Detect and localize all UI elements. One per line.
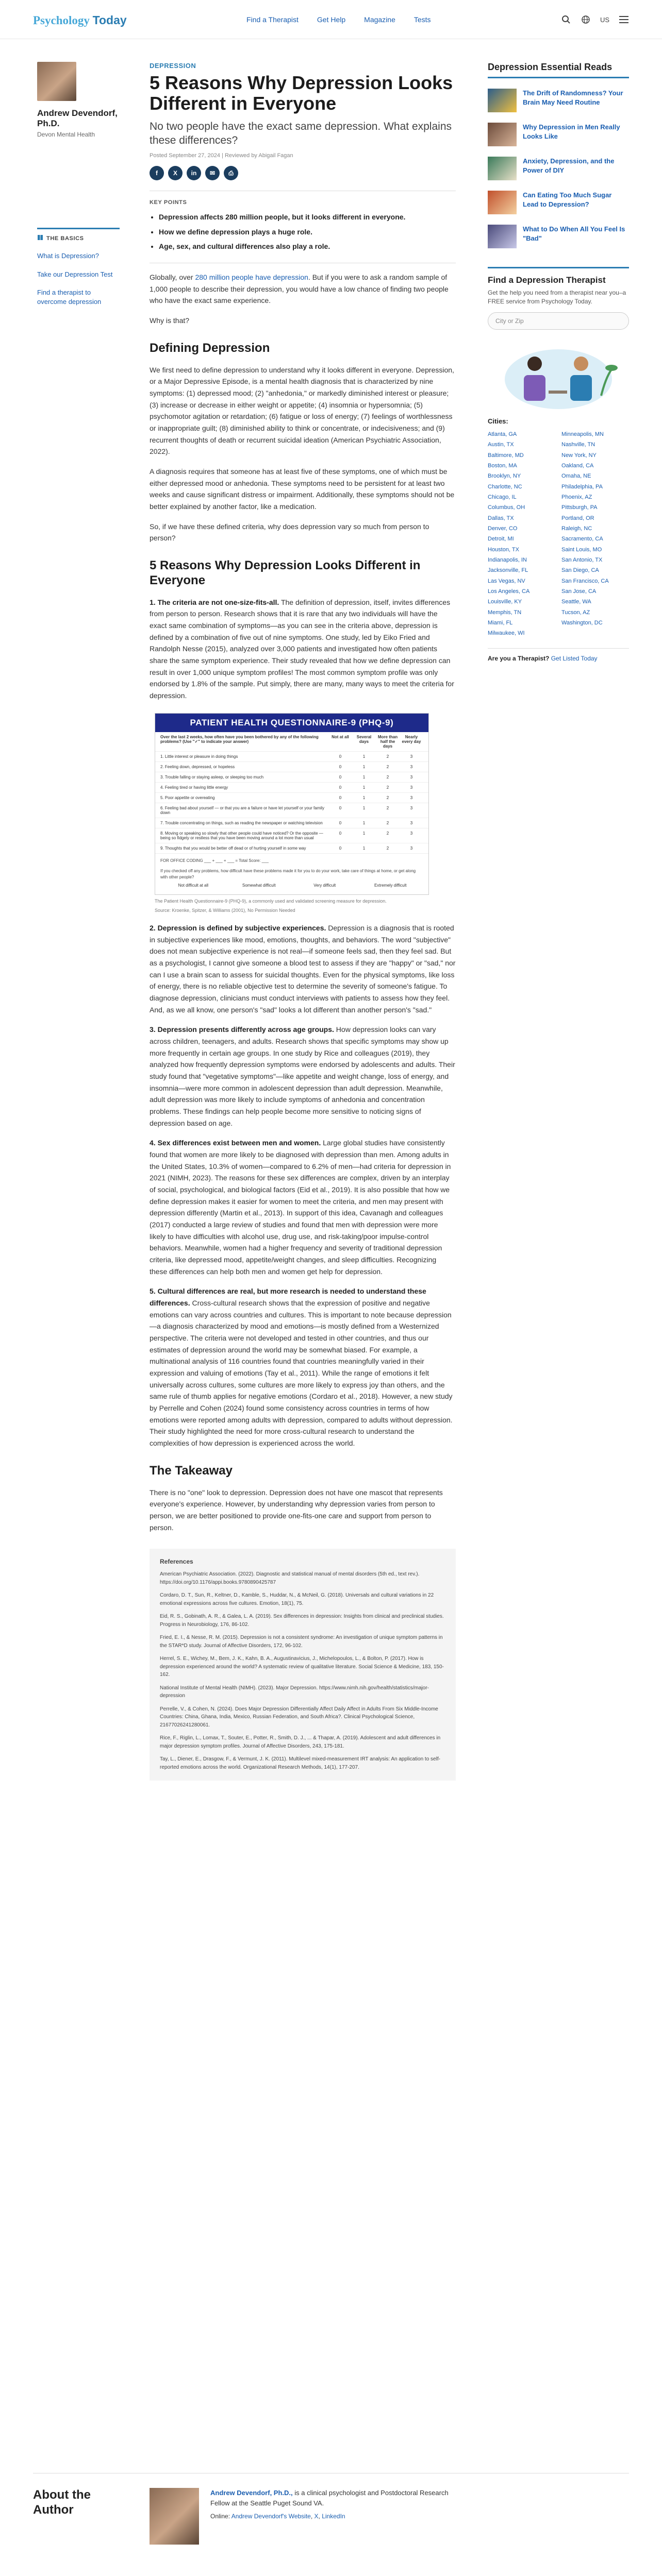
figure-source: Source: Kroenke, Spitzer, & Williams (2001), No Permission Needed <box>155 908 295 913</box>
article <box>150 62 456 1781</box>
phq9-item-row: 9. Thoughts that you would be better off dead or of hurting yourself in some way 0 1 2 3 <box>155 843 428 854</box>
author-avatar[interactable] <box>37 62 76 101</box>
phq9-score-cell: 3 <box>410 754 413 759</box>
reference-item: Herrel, S. E., Wichey, M., Bem, J. K., Kahn, B. A., Augustinavicius, J., Michelopoulos, L., & Bolton, P. (2017). How is depression experienced around the world? A systematic review of qualitative literature. Social Science & Medicine, 183, 150-162. <box>160 1656 444 1678</box>
phq9-score-cell: 1 <box>362 820 366 825</box>
phq9-score-cell: 3 <box>410 764 413 769</box>
reference-item: Tay, L., Diener, E., Drasgow, F., & Vermunt, J. K. (2011). Multilevel mixed-measurement IRT analysis: An application to self-reported emotions across the world. Organizational Research Methods, 14(1), 177-207. <box>160 1756 440 1770</box>
city-link[interactable]: Tucson, AZ <box>561 609 590 616</box>
reason-5: 5. Cultural differences are real, but more research is needed to understand these differences. Cross-cultural research shows that the expression of positive and negative emotions can vary across countries and cultures. This is important to note because depression—a diagnosis characterized by mood and emotions—is mostly defined from a Westernized perspective. The criteria were not developed and tested in other countries, and thus our estimates of depression around the world may be somewhat biased. For example, a multinational analysis of 116 countries found that countries meaningfully varied in their expression and valuing of emotions (Tay et al., 2011). While the range of emotions it felt universally across cultures, some cultures are more likely to express joy than others, and the same rule of thumb applies for negative emotions (Cordaro et al., 2018). However, a new study by Perrelle and Cohen (2024) found some consistency across countries in terms of how emotions were reported among adults with depression, compared to adults without depression. Their study highlighted the need for more cross-cultural research to understand the complexities of how depression is experienced across the world. <box>150 1287 453 1448</box>
essential-read-thumbnail[interactable] <box>488 157 517 180</box>
phq9-score-cell: 1 <box>362 785 366 790</box>
search-icon[interactable] <box>561 14 571 25</box>
print-icon[interactable]: ⎙ <box>224 166 238 180</box>
phq9-item-row: 3. Trouble falling or staying asleep, or sleeping too much 0 1 2 3 <box>155 772 428 783</box>
phq9-item-row: 5. Poor appetite or overeating 0 1 2 3 <box>155 793 428 803</box>
city-link[interactable]: San Francisco, CA <box>561 578 609 584</box>
phq9-score-cell: 2 <box>386 820 389 825</box>
phq9-score-cell: 2 <box>386 774 389 779</box>
essential-read-title[interactable]: What to Do When All You Feel Is "Bad" <box>523 225 625 242</box>
phq9-total: FOR OFFICE CODING ___ + ___ + ___ = Total Score: ___ <box>160 858 269 863</box>
site-header <box>0 0 662 39</box>
nav-magazine[interactable]: Magazine <box>364 15 395 24</box>
reference-item: Rice, F., Riglin, L., Lomax, T., Souter, E., Potter, R., Smith, D. J., ... & Thapar, A. (2019). Adolescent and adult differences in major depression symptom profiles. Journal of Affective Disorders, 243, 175-181. <box>160 1735 441 1749</box>
city-link[interactable]: Minneapolis, MN <box>561 431 604 437</box>
about-online-links: Online: Andrew Devendorf's Website, X, LinkedIn <box>210 2513 345 2520</box>
phq9-score-cell: 3 <box>410 805 413 810</box>
cities-list <box>488 429 629 639</box>
email-icon[interactable]: ✉ <box>205 166 220 180</box>
phq9-score-cell: 2 <box>386 805 389 810</box>
linkedin-icon[interactable]: in <box>187 166 201 180</box>
reference-item: National Institute of Mental Health (NIMH). (2023). Major Depression. https://www.nimh.nih.gov/health/statistics/major-depression <box>160 1685 429 1699</box>
city-link[interactable]: Charlotte, NC <box>488 483 522 490</box>
city-link[interactable]: Pittsburgh, PA <box>561 504 598 511</box>
toc-link-what-is-depression[interactable]: What is Depression? <box>37 252 99 260</box>
essential-read-item[interactable] <box>488 89 629 112</box>
phq9-score-cell: 3 <box>410 795 413 800</box>
find-therapist-widget <box>488 267 629 662</box>
author-name[interactable]: Andrew Devendorf, Ph.D. <box>37 108 118 128</box>
key-point: • Depression affects 280 million people, but it looks different in everyone. <box>159 212 456 222</box>
city-link[interactable]: Boston, MA <box>488 462 517 469</box>
city-link[interactable]: Seattle, WA <box>561 599 591 605</box>
sidebar <box>488 62 629 662</box>
essential-read-item[interactable] <box>488 191 629 214</box>
phq9-score-cell: 1 <box>362 754 366 759</box>
paragraph: We first need to define depression to understand why it looks different in everyone. Depression, or a Major Depressive Episode, is a mental health diagnosis that is characterized by nine symptoms: (1) depressed mood; (2) "anhedonia," or markedly diminished interest or pleasure; (3) increase or decrease in either weight or appetite; (4) insomnia or hypersomnia; (5) psychomotor agitation or retardation; (6) fatigue or loss of energy; (7) feelings of worthlessness or inappropriate guilt; (8) diminished ability to think or concentrate, or indecisiveness; and (9) recurrent thoughts of death or recurrent suicidal ideation (American Psychiatric Association, 2022). <box>150 365 454 456</box>
reference-item: Eid, R. S., Gobinath, A. R., & Galea, L. A. (2019). Sex differences in depression: Insights from clinical and preclinical studies. Progress in Neurobiology, 176, 86-102. <box>160 1614 444 1628</box>
key-point: • Age, sex, and cultural differences also play a role. <box>159 241 456 251</box>
city-link[interactable]: San Jose, CA <box>561 588 597 595</box>
article-subtitle: No two people have the exact same depression. What explains these differences? <box>150 120 452 146</box>
nav-find-therapist[interactable]: Find a Therapist <box>246 15 299 24</box>
main-nav <box>246 15 431 24</box>
city-link[interactable]: Dallas, TX <box>488 515 514 521</box>
references <box>150 1549 456 1781</box>
toc-link-depression-test[interactable]: Take our Depression Test <box>37 270 113 278</box>
city-link[interactable]: Las Vegas, NV <box>488 578 525 584</box>
essential-read-item[interactable] <box>488 123 629 146</box>
about-bio: Andrew Devendorf, Ph.D., is a clinical psychologist and Postdoctoral Research Fellow at the Seattle Puget Sound VA. Online: Andrew Devendorf's Website, X, LinkedIn <box>210 2488 468 2521</box>
phq9-score-cell: 1 <box>362 795 366 800</box>
about-author <box>33 2473 629 2520</box>
phq9-item-row: 2. Feeling down, depressed, or hopeless 0 1 2 3 <box>155 762 428 772</box>
city-link[interactable]: Raleigh, NC <box>561 525 592 532</box>
phq9-score-cell: 0 <box>339 785 342 790</box>
phq9-title: PATIENT HEALTH QUESTIONNAIRE-9 (PHQ-9) <box>155 714 428 732</box>
reason-2: 2. Depression is defined by subjective experiences. Depression is a diagnosis that is rooted in subjective experiences like mood, emotions, thoughts, and behaviors. The word "subjective" does not mean subjective experience is not real—if someone feels sad, then they feel sad. But as a psychologist, I cannot give someone a blood test to assess if they are "happy" or "sad," nor can I use a brain scan to assess for suicidal thoughts. Even for the physical symptoms, like loss of energy, there is no reliable objective test to determine the severity of someone's fatigue. To diagnose depression, clinicians must conduct interviews with patients to assess how they feel. And, as we all know, one person's "sad" looks a lot different than another person's "sad." <box>150 923 456 1014</box>
phq9-item-row: 8. Moving or speaking so slowly that other people could have noticed? Or the opposite — being so fidgety or restless that you have been moving around a lot more than usual 0 1 2 3 <box>155 828 428 843</box>
nav-get-help[interactable]: Get Help <box>317 15 346 24</box>
menu-icon[interactable] <box>619 14 629 25</box>
phq9-score-cell: 0 <box>339 774 342 779</box>
reference-item: Cordaro, D. T., Sun, R., Keltner, D., Kamble, S., Huddar, N., & McNeil, G. (2018). Universals and cultural variations in 22 emotional expressions across five cultures. Emotion, 18(1), 75. <box>160 1592 434 1606</box>
city-link[interactable]: Jacksonville, FL <box>488 567 528 574</box>
city-link[interactable]: Baltimore, MD <box>488 452 524 459</box>
about-name-link[interactable]: Andrew Devendorf, Ph.D., <box>210 2489 293 2497</box>
intro-paragraph: Globally, over 280 million people have depression. But if you were to ask a random sample of 1,000 people to describe their depression, you would have a low chance of finding two people who have the exact same experience. <box>150 273 449 305</box>
toc-link-find-therapist[interactable]: Find a therapist to overcome depression <box>37 289 102 306</box>
city-link[interactable]: Denver, CO <box>488 525 518 532</box>
city-link[interactable]: Chicago, IL <box>488 494 517 500</box>
city-link[interactable]: Phoenix, AZ <box>561 494 592 500</box>
globe-icon[interactable] <box>581 14 591 25</box>
get-listed-link[interactable]: Get Listed Today <box>551 654 598 662</box>
phq9-score-cell: 0 <box>339 820 342 825</box>
city-link[interactable]: Saint Louis, MO <box>561 546 602 553</box>
site-logo[interactable]: Psychology Today <box>33 13 127 27</box>
share-bar <box>150 166 456 180</box>
phq9-difficulty-row: Not difficult at all Somewhat difficult Very difficult Extremely difficult <box>178 883 407 888</box>
essential-read-thumbnail[interactable] <box>488 191 517 214</box>
toc-heading: THE BASICS <box>37 234 120 242</box>
figure-caption: The Patient Health Questionnaire-9 (PHQ-9), a commonly used and validated screening measure for depression. <box>155 898 387 904</box>
author-column[interactable]: Devon Mental Health <box>37 131 95 138</box>
city-link[interactable]: Milwaukee, WI <box>488 630 525 637</box>
essential-read-thumbnail[interactable] <box>488 89 517 112</box>
author-linkedin-link[interactable]: LinkedIn <box>322 2513 345 2520</box>
essential-read-thumbnail[interactable] <box>488 225 517 248</box>
essential-read-thumbnail[interactable] <box>488 123 517 146</box>
author-x-link[interactable]: X <box>314 2513 319 2520</box>
phq9-item-row: 7. Trouble concentrating on things, such as reading the newspaper or watching television 0 1 2 3 <box>155 818 428 828</box>
city-link[interactable]: San Antonio, TX <box>561 556 603 563</box>
essential-read-title[interactable]: The Drift of Randomness? Your Brain May Need Routine <box>523 89 623 106</box>
reference-item: Perrelle, V., & Cohen, N. (2024). Does Major Depression Differentially Affect Daily Affect in Adults From Six Middle-Income Countries: China, Ghana, India, Mexico, Russian Federation, and South Africa?. Clinical Psychological Science, 21677026241280061. <box>160 1706 438 1728</box>
city-link[interactable]: New York, NY <box>561 452 597 459</box>
reason-3: 3. Depression presents differently across age groups. How depression looks can vary across children, teenagers, and adults. Research shows that specific symptoms may show up more frequently in certain age groups. In one study by Rice and colleagues (2019), they analyzed how frequently depression symptoms were endorsed by adolescents and adults. Their study found that "vegetative symptoms"—like appetite and weight change, loss of energy, and insomnia—were more common in adolescent depression than adult depression. Meanwhile, adult depression was more likely to include symptoms of anhedonia and concentration problems. These findings can help people become more sensitive to noticing signs of depression based on age. <box>150 1025 455 1127</box>
phq9-score-cell: 3 <box>410 820 413 825</box>
city-link[interactable]: San Diego, CA <box>561 567 599 574</box>
city-link[interactable]: Philadelphia, PA <box>561 483 603 490</box>
phq9-item-row: 1. Little interest or pleasure in doing things 0 1 2 3 <box>155 752 428 762</box>
essential-read-title[interactable]: Can Eating Too Much Sugar Lead to Depression? <box>523 191 612 208</box>
therapy-illustration <box>488 339 629 411</box>
phq9-item-row: 4. Feeling tired or having little energy 0 1 2 3 <box>155 783 428 793</box>
phq9-score-cell: 0 <box>339 831 342 836</box>
city-link[interactable]: Washington, DC <box>561 620 603 626</box>
essential-read-title[interactable]: Why Depression in Men Really Looks Like <box>523 123 620 140</box>
intro-question: Why is that? <box>150 316 190 325</box>
article-body <box>150 272 456 1781</box>
phq9-score-cell: 2 <box>386 764 389 769</box>
phq9-score-cell: 1 <box>362 805 366 810</box>
key-point: • How we define depression plays a huge role. <box>159 227 456 237</box>
reason-1: 1. The criteria are not one-size-fits-all. The definition of depression, itself, invites differences from person to person. Research shows that it is rare that any two individuals will have the exact same combination of symptoms—as you can see in the criteria above, depression is defined by a combination of five out of nine symptoms. One study, led by Eiko Fried and Randolph Nesse (2015), analyzed over 3,000 patients and investigated how often patients share the same symptom experience. Their study revealed that how we define depression can result in over 1,000 unique symptom profiles! The most common symptom profile was only endorsed by 1.8% of the sample. Put simply, there are many, many ways to meet the criteria for depression. <box>150 598 454 700</box>
section-heading-reasons: 5 Reasons Why Depression Looks Different in Everyone <box>150 558 421 587</box>
phq9-score-cell: 3 <box>410 845 413 851</box>
article-title: 5 Reasons Why Depression Looks Different in Everyone <box>150 72 453 114</box>
phq9-score-cell: 3 <box>410 831 413 836</box>
article-meta: Posted September 27, 2024 | Reviewed by Abigail Fagan <box>150 152 293 159</box>
phq9-score-cell: 0 <box>339 795 342 800</box>
paragraph: A diagnosis requires that someone has at least five of these symptoms, one of which must be either depressed mood or anhedonia. These symptoms need to be persistent for at least two weeks and cause significant distress or impairment. Additionally, these symptoms should not be better explained by another factor, like a medication. <box>150 467 455 511</box>
references-heading: References <box>160 1558 193 1566</box>
phq9-score-cell: 2 <box>386 831 389 836</box>
phq9-score-cell: 0 <box>339 845 342 851</box>
city-link[interactable]: Houston, TX <box>488 546 519 553</box>
city-link[interactable]: Los Angeles, CA <box>488 588 530 595</box>
phq9-score-cell: 2 <box>386 845 389 851</box>
section-heading-defining: Defining Depression <box>150 341 270 355</box>
region-selector[interactable]: US <box>600 15 609 24</box>
essential-reads-heading: Depression Essential Reads <box>488 62 629 78</box>
key-points <box>150 191 456 263</box>
therapist-cta: Are you a Therapist? Get Listed Today <box>488 648 629 662</box>
toc-basics <box>37 228 120 306</box>
phq9-score-cell: 3 <box>410 785 413 790</box>
facebook-icon[interactable]: f <box>150 166 164 180</box>
city-link[interactable]: Detroit, MI <box>488 536 514 543</box>
about-heading: About the Author <box>33 2488 91 2517</box>
reference-item: American Psychiatric Association. (2022). Diagnostic and statistical manual of mental disorders (5th ed., text rev.). https://doi.org/10.1176/appi.books.9780890425787 <box>160 1571 420 1585</box>
phq9-score-cell: 1 <box>362 831 366 836</box>
phq9-difficulty-question: If you checked off any problems, how difficult have these problems made it for you to do your work, take care of things at home, or get along with other people? <box>160 868 416 879</box>
paragraph: There is no "one" look to depression. Depression does not have one mascot that represents everyone's experience. However, by understanding why depression varies from person to person, we are better positioned to provide one-fits-one care and support from person to person. <box>150 1488 443 1532</box>
therapist-subtext: Get the help you need from a therapist near you–a FREE service from Psychology Today. <box>488 289 626 306</box>
phq9-score-cell: 1 <box>362 764 366 769</box>
essential-read-title[interactable]: Anxiety, Depression, and the Power of DIY <box>523 157 615 174</box>
essential-read-item[interactable] <box>488 157 629 180</box>
city-link[interactable]: Brooklyn, NY <box>488 473 521 480</box>
city-link[interactable]: Portland, OR <box>561 515 594 521</box>
city-link[interactable]: Oakland, CA <box>561 462 594 469</box>
city-zip-input[interactable] <box>488 312 629 330</box>
therapist-heading: Find a Depression Therapist <box>488 275 606 285</box>
city-link[interactable]: Louisville, KY <box>488 599 522 605</box>
location-input-placeholder: City or Zip <box>495 317 524 325</box>
city-link[interactable]: Omaha, NE <box>561 473 591 480</box>
city-link[interactable]: Atlanta, GA <box>488 431 517 437</box>
paragraph: So, if we have these defined criteria, why does depression vary so much from person to person? <box>150 522 429 543</box>
phq9-score-cell: 1 <box>362 845 366 851</box>
phq9-score-cell: 0 <box>339 764 342 769</box>
phq9-score-cell: 2 <box>386 785 389 790</box>
reason-4: 4. Sex differences exist between men and women. Large global studies have consistently found that women are more likely to be diagnosed with depression than men. Among adults in the United States, 10.3% of women—compared to 6.2% of men—had criteria for depression in 2021 (NIMH, 2023). The reasons for these sex differences are complex, driven by an interplay of social, psychological, and biological factors (Eid et al., 2019). It is also possible that how we define depression makes it easier for women to meet the criteria, and men may present with depression differently (Martin et al., 2013). In support of this idea, Cavanagh and colleagues (2017) conducted a large review of studies and found that men with depression were more likely to have difficulties with alcohol use, drug use, and risk-taking/poor impulse-control behaviors. Meanwhile, women had a higher frequency and severity of traditional depression criteria, like depressed mood, appetite/weight changes, and sleep difficulties. Recognizing these differences can help both men and women get help for depression. <box>150 1139 451 1276</box>
article-category[interactable]: DEPRESSION <box>150 62 196 70</box>
city-link[interactable]: Nashville, TN <box>561 442 595 448</box>
city-link[interactable]: Sacramento, CA <box>561 536 603 543</box>
phq9-score-cell: 0 <box>339 754 342 759</box>
nav-tests[interactable]: Tests <box>413 15 431 24</box>
section-heading-takeaway: The Takeaway <box>150 1463 233 1478</box>
phq9-figure <box>155 713 429 895</box>
essential-read-item[interactable] <box>488 225 629 248</box>
key-points-heading: KEY POINTS <box>150 199 187 206</box>
city-link[interactable]: Austin, TX <box>488 442 514 448</box>
phq9-score-cell: 0 <box>339 805 342 810</box>
city-link[interactable]: Indianapolis, IN <box>488 556 527 563</box>
city-link[interactable]: Columbus, OH <box>488 504 525 511</box>
city-link[interactable]: Miami, FL <box>488 620 513 626</box>
city-link[interactable]: Memphis, TN <box>488 609 522 616</box>
phq9-score-cell: 1 <box>362 774 366 779</box>
stat-link[interactable]: 280 million people have depression <box>195 273 308 282</box>
phq9-score-cell: 2 <box>386 795 389 800</box>
cities-heading: Cities: <box>488 417 508 425</box>
phq9-score-cell: 3 <box>410 774 413 779</box>
phq9-header-row: Over the last 2 weeks, how often have you been bothered by any of the following problems? (Use "✓" to indicate your answer) Not at all Several days More than half the days Nearly every day <box>155 732 428 752</box>
author-website-link[interactable]: Andrew Devendorf's Website <box>231 2513 311 2520</box>
book-icon <box>37 234 43 242</box>
x-icon[interactable]: X <box>168 166 183 180</box>
reference-item: Fried, E. I., & Nesse, R. M. (2015). Depression is not a consistent syndrome: An investigation of unique symptom patterns in the STAR*D study. Journal of Affective Disorders, 172, 96-102. <box>160 1635 443 1649</box>
about-avatar[interactable] <box>150 2488 199 2545</box>
author-card <box>37 62 120 138</box>
phq9-item-row: 6. Feeling bad about yourself — or that you are a failure or have let yourself or your family down 0 1 2 3 <box>155 803 428 818</box>
phq9-score-cell: 2 <box>386 754 389 759</box>
